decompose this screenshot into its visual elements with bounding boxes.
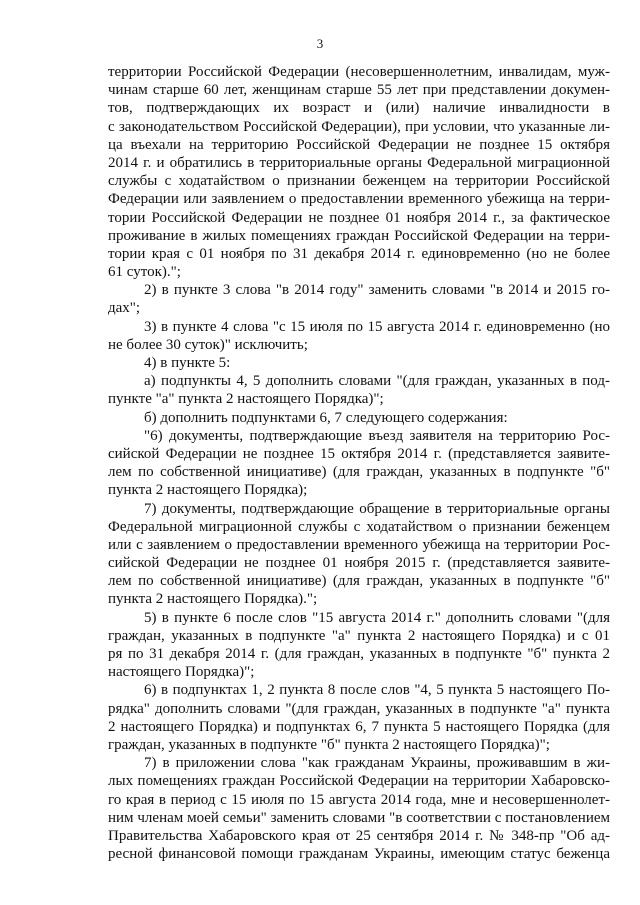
- text-line: 5) в пункте 6 после слов "15 августа 2014 г." дополнить словами "(для: [144, 609, 610, 626]
- text-line: 2 настоящего Порядка) и подпунктах 6, 7 пункта 5 настоящего Порядка (для: [108, 718, 610, 735]
- text-line: проживание в жилых помещениях граждан Российской Федерации на терри-: [108, 227, 610, 244]
- text-line: граждан, указанных в подпункте "а" пункта 2 настоящего Порядка) и с 01: [108, 627, 610, 644]
- text-line: тории Российской Федерации не позднее 01 ноября 2014 г., за фактическое: [108, 209, 610, 226]
- text-line: пункта 2 настоящего Порядка).";: [108, 591, 318, 608]
- text-line: Федеральной миграционной службы с ходатайством о признании беженцем: [108, 518, 610, 535]
- text-line: 6) в подпунктах 1, 2 пункта 8 после слов "4, 5 пункта 5 настоящего По-: [144, 682, 610, 699]
- text-line: го края в период с 15 июля по 15 августа 2014 года, мне и несовершеннолет-: [108, 791, 610, 808]
- text-line: 61 суток).";: [108, 264, 181, 281]
- text-line: с законодательством Российской Федерации), при условии, что указанные ли-: [108, 118, 610, 135]
- text-line: сийской Федерации не позднее 15 октября 2014 г. (представляется заявите-: [108, 445, 610, 462]
- text-line: лем по собственной инициативе) (для граждан, указанных в подпункте "б": [108, 464, 610, 481]
- text-line: Правительства Хабаровского края от 25 сентября 2014 г. № 348-пр "Об ад-: [108, 827, 610, 844]
- text-line: тов, подтверждающих их возраст и (или) наличие инвалидности в: [108, 100, 610, 117]
- document-body: [108, 63, 610, 863]
- text-line: 3) в пункте 4 слова "с 15 июля по 15 августа 2014 г. единовременно (но: [144, 318, 610, 335]
- text-line: 7) документы, подтверждающие обращение в территориальные органы: [144, 500, 610, 517]
- text-line: службы с ходатайством о признании беженцем на территории Российской: [108, 173, 610, 190]
- text-line: дах";: [108, 300, 141, 317]
- text-line: сийской Федерации не позднее 01 ноября 2015 г. (представляется заявите-: [108, 555, 610, 572]
- text-line: лем по собственной инициативе) (для граждан, указанных в подпункте "б": [108, 573, 610, 590]
- text-line: ним членам моей семьи" заменить словами "в соответствии с постановлением: [108, 809, 610, 826]
- text-line: лых помещениях граждан Российской Федерации на территории Хабаровско-: [108, 773, 610, 790]
- text-line: ца въехали на территорию Российской Федерации не позднее 15 октября: [108, 136, 610, 153]
- page-number: 3: [316, 36, 324, 51]
- text-line: "6) документы, подтверждающие въезд заявителя на территорию Рос-: [144, 427, 610, 444]
- text-line: 4) в пункте 5:: [144, 355, 231, 371]
- text-line: 7) в приложении слова "как гражданам Украины, проживавшим в жи-: [144, 755, 610, 772]
- text-line: пункте "а" пункта 2 настоящего Порядка)";: [108, 391, 384, 408]
- text-line: настоящего Порядка)";: [108, 664, 255, 681]
- text-line: ря по 31 декабря 2014 г. (для граждан, указанных в подпункте "б" пункта 2: [108, 646, 610, 662]
- text-line: 2) в пункте 3 слова "в 2014 году" заменить словами "в 2014 и 2015 го-: [144, 282, 610, 299]
- text-line: или с заявлением о предоставлении временного убежища на территории Рос-: [108, 536, 610, 553]
- text-line: граждан, указанных в подпункте "б" пункта 2 настоящего Порядка)";: [108, 736, 550, 753]
- text-line: Федерации или заявлением о предоставлении временного убежища на терри-: [108, 191, 610, 208]
- text-line: тории края с 01 ноября по 31 декабря 2014 г. единовременно (но не более: [108, 245, 610, 262]
- text-line: 2014 г. и обратились в территориальные органы Федеральной миграционной: [108, 154, 610, 171]
- text-line: рядка" дополнить словами "(для граждан, указанных в подпункте "а" пункта: [108, 700, 610, 717]
- text-line: пункта 2 настоящего Порядка);: [108, 482, 308, 499]
- text-line: территории Российской Федерации (несовершеннолетним, инвалидам, муж-: [108, 64, 610, 80]
- text-line: а) подпункты 4, 5 дополнить словами "(для граждан, указанных в под-: [144, 373, 610, 390]
- text-line: б) дополнить подпунктами 6, 7 следующего содержания:: [144, 409, 508, 426]
- text-line: ресной финансовой помощи гражданам Украины, имеющим статус беженца: [108, 846, 610, 863]
- text-line: не более 30 суток)" исключить;: [108, 336, 308, 353]
- text-line: чинам старше 60 лет, женщинам старше 55 лет при представлении докумен-: [108, 82, 610, 99]
